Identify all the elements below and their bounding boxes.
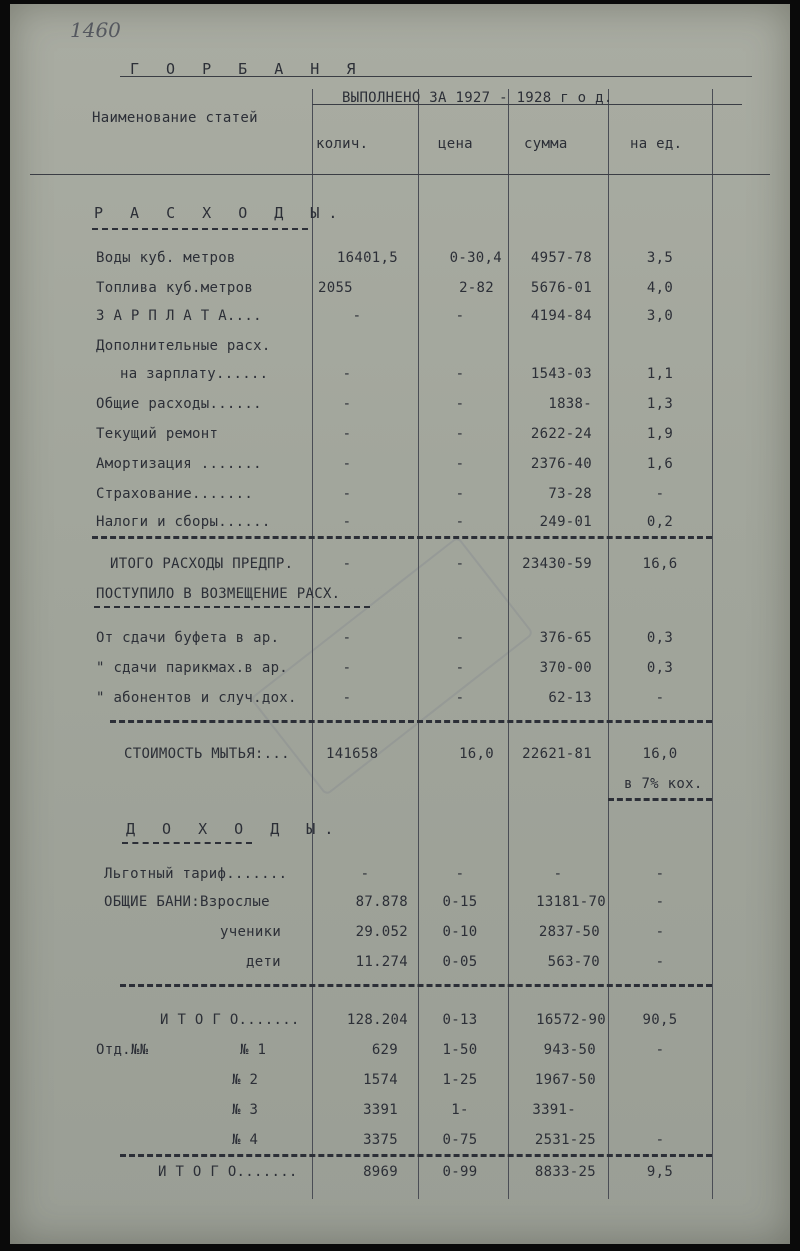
- row-unit: -: [655, 894, 665, 910]
- row-name: Налоги и сборы......: [96, 514, 271, 530]
- row-unit: -: [655, 1132, 665, 1148]
- row-name: № 4: [232, 1132, 259, 1148]
- row-name: ИТОГО РАСХОДЫ ПРЕДПР.: [110, 556, 294, 572]
- row-price: -: [455, 556, 465, 572]
- row-sum: 2622-24: [530, 426, 592, 442]
- row-sum: 13181-70: [536, 894, 606, 910]
- row-qty: 3375: [363, 1132, 398, 1148]
- row-sum: 376-65: [539, 630, 592, 646]
- row-sum: 4957-78: [530, 250, 592, 266]
- row-sum: 8833-25: [534, 1164, 596, 1180]
- row-name: № 2: [232, 1072, 259, 1088]
- row-name: Льготный тариф.......: [104, 866, 288, 882]
- row-unit: 1,3: [646, 396, 674, 412]
- row-unit: 3,0: [646, 308, 674, 324]
- row-price: -: [455, 456, 465, 472]
- row-name: № 3: [232, 1102, 259, 1118]
- dept-label: Отд.№№: [96, 1042, 149, 1058]
- row-price: 1-: [451, 1102, 469, 1118]
- section-expenses: Р А С Х О Д Ы.: [94, 204, 347, 222]
- row-sum: 2837-50: [538, 924, 600, 940]
- row-name: Амортизация .......: [96, 456, 262, 472]
- row-sum: 1543-03: [530, 366, 592, 382]
- row-unit: 1,6: [646, 456, 674, 472]
- row-unit: -: [655, 866, 665, 882]
- row-name: И Т О Г О.......: [160, 1012, 300, 1028]
- row-qty: -: [342, 660, 352, 676]
- page-number: 1460: [70, 18, 121, 42]
- row-price: 0-10: [442, 924, 478, 940]
- row-sum: 370-00: [539, 660, 592, 676]
- row-sum: 23430-59: [522, 556, 592, 572]
- section-underline: [94, 606, 370, 608]
- row-qty: -: [342, 690, 352, 706]
- row-qty: -: [360, 866, 370, 882]
- row-sum: 5676-01: [530, 280, 592, 296]
- row-qty: -: [342, 456, 352, 472]
- row-name: Текущий ремонт: [96, 426, 219, 442]
- row-sum: 16572-90: [536, 1012, 606, 1028]
- row-sum: 2531-25: [534, 1132, 596, 1148]
- row-unit: -: [655, 924, 665, 940]
- row-unit: 1,9: [646, 426, 674, 442]
- row-name: ученики: [220, 924, 282, 940]
- row-name: Страхование.......: [96, 486, 254, 502]
- row-unit: -: [655, 690, 665, 706]
- row-name: И Т О Г О.......: [158, 1164, 298, 1180]
- row-name: Дополнительные расх.: [96, 338, 271, 354]
- row-price: -: [455, 486, 465, 502]
- period-heading: ВЫПОЛНЕНО ЗА 1927 - 1928 г о д.: [342, 90, 613, 106]
- row-price: -: [455, 514, 465, 530]
- row-sum: 62-13: [548, 690, 592, 706]
- dashed-separator: [92, 536, 712, 539]
- row-price: -: [455, 366, 465, 382]
- row-sum: 249-01: [539, 514, 592, 530]
- row-qty: 2055: [318, 280, 353, 296]
- col-header-name: Наименование статей: [92, 110, 258, 126]
- period-rule: [312, 104, 742, 105]
- row-price: 0-13: [442, 1012, 478, 1028]
- section-reimbursed: ПОСТУПИЛО В ВОЗМЕЩЕНИЕ РАСХ.: [96, 586, 341, 602]
- section-underline: [92, 228, 308, 230]
- row-unit: 16,6: [642, 556, 678, 572]
- row-name: От сдачи буфета в ар.: [96, 630, 280, 646]
- title-rule: [120, 76, 752, 77]
- row-qty: -: [342, 366, 352, 382]
- col-header-unit: на ед.: [630, 136, 683, 152]
- row-qty: -: [342, 514, 352, 530]
- row-sum: 22621-81: [522, 746, 592, 762]
- row-unit: 16,0: [642, 746, 678, 762]
- row-price: 16,0: [459, 746, 494, 762]
- dashed-separator: [120, 1154, 712, 1157]
- row-name: СТОИМОСТЬ МЫТЬЯ:...: [124, 746, 290, 762]
- row-name: на зарплату......: [120, 366, 269, 382]
- row-unit: -: [655, 1042, 665, 1058]
- row-unit: 3,5: [646, 250, 674, 266]
- row-unit: -: [655, 486, 665, 502]
- row-qty: 16401,5: [336, 250, 398, 266]
- row-price: 1-25: [442, 1072, 478, 1088]
- row-unit: 4,0: [646, 280, 674, 296]
- row-qty: 11.274: [355, 954, 408, 970]
- row-qty: 629: [371, 1042, 398, 1058]
- row-qty: 87.878: [355, 894, 408, 910]
- row-sum: 3391-: [532, 1102, 576, 1118]
- row-qty: -: [342, 426, 352, 442]
- row-price: -: [455, 396, 465, 412]
- section-underline: [122, 842, 252, 844]
- row-price: 0-99: [442, 1164, 478, 1180]
- header-rule: [30, 174, 770, 175]
- row-qty: -: [342, 486, 352, 502]
- section-income: Д О Х О Д Ы.: [126, 820, 343, 838]
- row-unit: 0,3: [646, 660, 674, 676]
- row-unit: 90,5: [642, 1012, 678, 1028]
- row-name: З А Р П Л А Т А....: [96, 308, 262, 324]
- row-price: -: [455, 866, 465, 882]
- row-price: 0-05: [442, 954, 478, 970]
- row-unit: 9,5: [646, 1164, 674, 1180]
- row-price: 0-75: [442, 1132, 478, 1148]
- row-sum: 4194-84: [530, 308, 592, 324]
- row-price: -: [455, 660, 465, 676]
- row-price: 0-15: [442, 894, 478, 910]
- row-price: 1-50: [442, 1042, 478, 1058]
- row-name: Общие расходы......: [96, 396, 262, 412]
- row-sum: 943-50: [543, 1042, 596, 1058]
- row-price: 2-82: [459, 280, 494, 296]
- row-name: " абонентов и случ.дох.: [96, 690, 297, 706]
- row-price: -: [455, 426, 465, 442]
- row-sum: 2376-40: [530, 456, 592, 472]
- row-price: -: [455, 690, 465, 706]
- row-name: № 1: [240, 1042, 267, 1058]
- row-price: -: [455, 308, 465, 324]
- row-sum: -: [553, 866, 563, 882]
- row-name: ОБЩИЕ БАНИ:Взрослые: [104, 894, 270, 910]
- row-qty: -: [342, 556, 352, 572]
- row-name: Воды куб. метров: [96, 250, 236, 266]
- row-sum: 563-70: [547, 954, 600, 970]
- row-qty: -: [342, 630, 352, 646]
- row-qty: 1574: [363, 1072, 398, 1088]
- row-unit: 1,1: [646, 366, 674, 382]
- document-title: Г О Р Б А Н Я: [130, 60, 365, 78]
- row-qty: 128.204: [346, 1012, 408, 1028]
- row-qty: 29.052: [355, 924, 408, 940]
- row-qty: -: [342, 396, 352, 412]
- dashed-separator: [608, 798, 712, 801]
- row-name: " сдачи парикмах.в ар.: [96, 660, 289, 676]
- row-unit: -: [655, 954, 665, 970]
- row-sum: 1838-: [548, 396, 592, 412]
- col-header-price: цена: [438, 136, 473, 152]
- row-price: 0-30,4: [449, 250, 502, 266]
- dashed-separator: [120, 984, 712, 987]
- column-rule-right: [712, 89, 713, 1199]
- unit-note: в 7% кох.: [624, 776, 703, 792]
- row-price: -: [455, 630, 465, 646]
- row-name: Топлива куб.метров: [96, 280, 254, 296]
- row-sum: 1967-50: [534, 1072, 596, 1088]
- document-page: [10, 4, 790, 1244]
- row-qty: -: [352, 308, 362, 324]
- row-sum: 73-28: [548, 486, 592, 502]
- col-header-qty: колич.: [316, 136, 369, 152]
- dashed-separator: [110, 720, 712, 723]
- row-unit: 0,2: [646, 514, 674, 530]
- row-qty: 8969: [363, 1164, 398, 1180]
- col-header-sum: сумма: [524, 136, 568, 152]
- row-unit: 0,3: [646, 630, 674, 646]
- row-name: дети: [246, 954, 281, 970]
- row-qty: 3391: [363, 1102, 398, 1118]
- row-qty: 141658: [326, 746, 379, 762]
